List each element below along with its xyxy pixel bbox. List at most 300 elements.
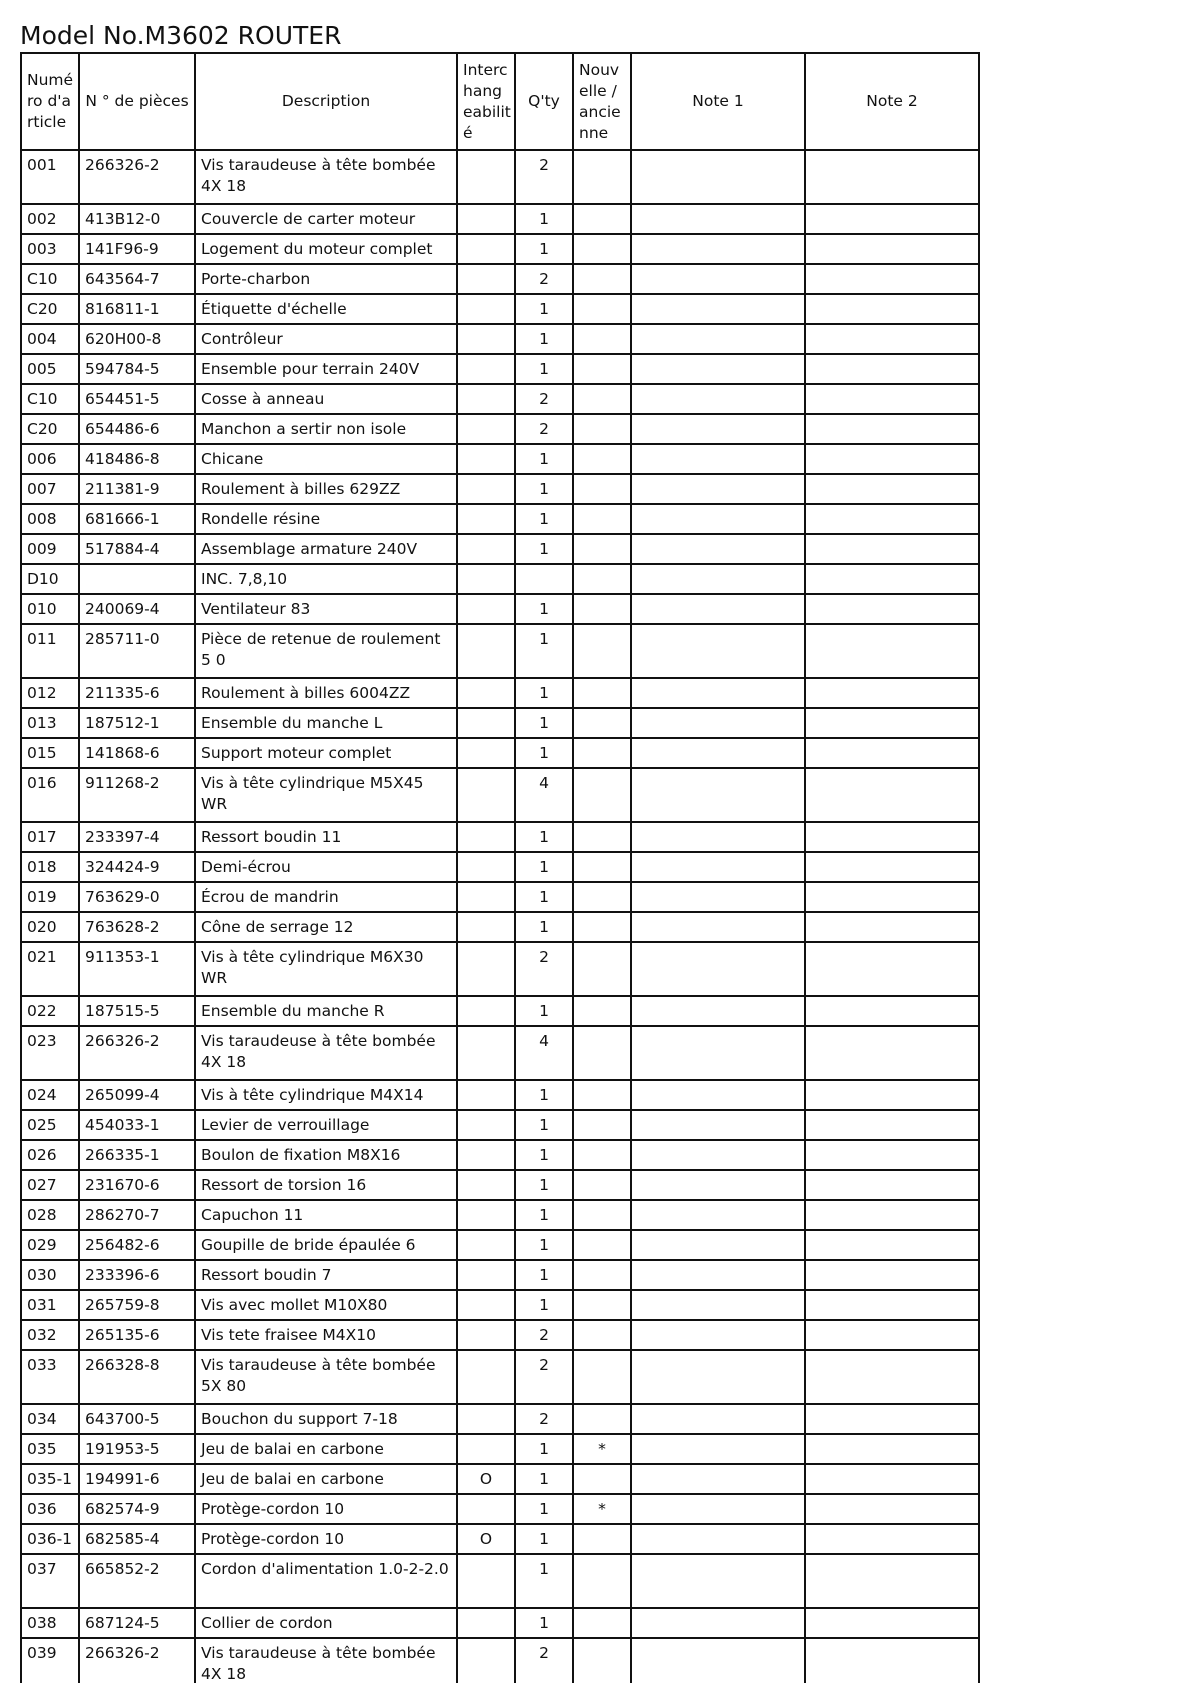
cell-new-old	[573, 852, 631, 882]
table-row	[21, 624, 979, 678]
cell-description: Ensemble pour terrain 240V	[195, 354, 457, 384]
cell-note-2	[805, 822, 979, 852]
cell-note-1	[631, 1524, 805, 1554]
cell-new-old	[573, 444, 631, 474]
header-note-1: Note 1	[631, 53, 805, 150]
table-row	[21, 1170, 979, 1200]
cell-part-number: 286270-7	[79, 1200, 195, 1230]
cell-note-2	[805, 1290, 979, 1320]
cell-interchangeability	[457, 768, 515, 822]
cell-part-number: 681666-1	[79, 504, 195, 534]
cell-item-number: 026	[21, 1140, 79, 1170]
header-note-2: Note 2	[805, 53, 979, 150]
cell-quantity: 2	[515, 1320, 573, 1350]
cell-note-2	[805, 1350, 979, 1404]
cell-interchangeability	[457, 1554, 515, 1608]
cell-interchangeability	[457, 1026, 515, 1080]
cell-note-1	[631, 474, 805, 504]
cell-new-old: *	[573, 1434, 631, 1464]
cell-quantity: 1	[515, 678, 573, 708]
cell-new-old	[573, 414, 631, 444]
cell-description: Levier de verrouillage	[195, 1110, 457, 1140]
cell-quantity: 4	[515, 768, 573, 822]
table-row	[21, 738, 979, 768]
cell-new-old	[573, 594, 631, 624]
cell-note-1	[631, 294, 805, 324]
cell-item-number: 004	[21, 324, 79, 354]
cell-quantity: 1	[515, 1110, 573, 1140]
cell-part-number: 413B12-0	[79, 204, 195, 234]
cell-part-number: 266326-2	[79, 150, 195, 204]
cell-note-1	[631, 1608, 805, 1638]
cell-quantity	[515, 564, 573, 594]
cell-note-2	[805, 1110, 979, 1140]
cell-description: Jeu de balai en carbone	[195, 1464, 457, 1494]
cell-description: Assemblage armature 240V	[195, 534, 457, 564]
cell-description: Ensemble du manche L	[195, 708, 457, 738]
cell-note-2	[805, 1638, 979, 1683]
cell-note-2	[805, 594, 979, 624]
cell-part-number: 265135-6	[79, 1320, 195, 1350]
cell-part-number: 643564-7	[79, 264, 195, 294]
cell-new-old	[573, 912, 631, 942]
cell-description: Cosse à anneau	[195, 384, 457, 414]
cell-interchangeability	[457, 1320, 515, 1350]
cell-description: Contrôleur	[195, 324, 457, 354]
table-row	[21, 1026, 979, 1080]
cell-item-number: 006	[21, 444, 79, 474]
table-row	[21, 150, 979, 204]
table-row	[21, 264, 979, 294]
cell-new-old	[573, 1290, 631, 1320]
cell-quantity: 1	[515, 1080, 573, 1110]
cell-part-number: 256482-6	[79, 1230, 195, 1260]
cell-new-old	[573, 1320, 631, 1350]
cell-new-old	[573, 678, 631, 708]
cell-interchangeability	[457, 564, 515, 594]
cell-interchangeability	[457, 912, 515, 942]
cell-item-number: 007	[21, 474, 79, 504]
cell-quantity: 1	[515, 852, 573, 882]
cell-new-old	[573, 738, 631, 768]
cell-part-number: 187515-5	[79, 996, 195, 1026]
cell-part-number: 763628-2	[79, 912, 195, 942]
header-part-number: N ° de pièces	[79, 53, 195, 150]
cell-note-1	[631, 1464, 805, 1494]
cell-description: Jeu de balai en carbone	[195, 1434, 457, 1464]
cell-quantity: 2	[515, 150, 573, 204]
cell-new-old	[573, 534, 631, 564]
cell-interchangeability	[457, 354, 515, 384]
cell-interchangeability	[457, 414, 515, 444]
table-row	[21, 1200, 979, 1230]
cell-description: Vis taraudeuse à tête bombée 4X 18	[195, 1026, 457, 1080]
cell-item-number: 025	[21, 1110, 79, 1140]
cell-note-2	[805, 996, 979, 1026]
cell-description: Roulement à billes 6004ZZ	[195, 678, 457, 708]
cell-item-number: D10	[21, 564, 79, 594]
cell-interchangeability	[457, 882, 515, 912]
cell-new-old	[573, 564, 631, 594]
cell-quantity: 1	[515, 354, 573, 384]
cell-item-number: 037	[21, 1554, 79, 1608]
cell-note-2	[805, 738, 979, 768]
cell-note-1	[631, 768, 805, 822]
cell-note-1	[631, 1434, 805, 1464]
cell-description: Demi-écrou	[195, 852, 457, 882]
cell-description: Bouchon du support 7-18	[195, 1404, 457, 1434]
cell-description: Cône de serrage 12	[195, 912, 457, 942]
cell-new-old	[573, 204, 631, 234]
cell-quantity: 1	[515, 594, 573, 624]
cell-note-2	[805, 150, 979, 204]
cell-description: Vis à tête cylindrique M6X30 WR	[195, 942, 457, 996]
cell-part-number: 266326-2	[79, 1638, 195, 1683]
cell-description: Écrou de mandrin	[195, 882, 457, 912]
cell-note-1	[631, 1290, 805, 1320]
cell-description: Vis tete fraisee M4X10	[195, 1320, 457, 1350]
cell-note-1	[631, 504, 805, 534]
cell-note-1	[631, 150, 805, 204]
cell-note-1	[631, 414, 805, 444]
cell-item-number: 028	[21, 1200, 79, 1230]
cell-note-1	[631, 678, 805, 708]
cell-note-1	[631, 1554, 805, 1608]
cell-interchangeability	[457, 1404, 515, 1434]
cell-interchangeability	[457, 1290, 515, 1320]
cell-note-2	[805, 414, 979, 444]
table-row	[21, 1320, 979, 1350]
cell-description: Porte-charbon	[195, 264, 457, 294]
cell-quantity: 2	[515, 1638, 573, 1683]
cell-part-number: 620H00-8	[79, 324, 195, 354]
cell-quantity: 1	[515, 1524, 573, 1554]
cell-note-1	[631, 738, 805, 768]
cell-new-old	[573, 324, 631, 354]
cell-new-old	[573, 822, 631, 852]
cell-part-number: 763629-0	[79, 882, 195, 912]
cell-item-number: C10	[21, 264, 79, 294]
cell-note-2	[805, 264, 979, 294]
cell-note-1	[631, 882, 805, 912]
cell-note-2	[805, 1230, 979, 1260]
cell-part-number: 665852-2	[79, 1554, 195, 1608]
cell-new-old	[573, 1110, 631, 1140]
header-interchangeability: Interc hang eabilit é	[457, 53, 515, 150]
cell-item-number: 031	[21, 1290, 79, 1320]
cell-part-number: 231670-6	[79, 1170, 195, 1200]
cell-part-number: 682574-9	[79, 1494, 195, 1524]
cell-quantity: 1	[515, 1608, 573, 1638]
cell-interchangeability	[457, 1260, 515, 1290]
cell-item-number: 002	[21, 204, 79, 234]
cell-part-number: 911268-2	[79, 768, 195, 822]
cell-note-2	[805, 234, 979, 264]
table-row	[21, 384, 979, 414]
cell-new-old	[573, 354, 631, 384]
cell-note-2	[805, 384, 979, 414]
cell-note-1	[631, 1260, 805, 1290]
cell-interchangeability	[457, 1434, 515, 1464]
cell-description: Vis taraudeuse à tête bombée 4X 18	[195, 150, 457, 204]
cell-quantity: 1	[515, 822, 573, 852]
cell-interchangeability	[457, 264, 515, 294]
cell-interchangeability	[457, 678, 515, 708]
cell-description: Vis à tête cylindrique M4X14	[195, 1080, 457, 1110]
cell-note-1	[631, 912, 805, 942]
cell-new-old	[573, 1230, 631, 1260]
cell-description: Couvercle de carter moteur	[195, 204, 457, 234]
cell-quantity: 1	[515, 1290, 573, 1320]
cell-item-number: 012	[21, 678, 79, 708]
cell-interchangeability	[457, 294, 515, 324]
cell-interchangeability: O	[457, 1464, 515, 1494]
cell-description: Goupille de bride épaulée 6	[195, 1230, 457, 1260]
cell-part-number	[79, 564, 195, 594]
cell-new-old	[573, 384, 631, 414]
cell-quantity: 2	[515, 942, 573, 996]
cell-item-number: C20	[21, 294, 79, 324]
cell-part-number: 816811-1	[79, 294, 195, 324]
cell-quantity: 1	[515, 474, 573, 504]
cell-new-old	[573, 1524, 631, 1554]
cell-quantity: 1	[515, 708, 573, 738]
table-row	[21, 1140, 979, 1170]
cell-description: Vis avec mollet M10X80	[195, 1290, 457, 1320]
cell-item-number: 019	[21, 882, 79, 912]
table-row	[21, 1638, 979, 1683]
cell-quantity: 1	[515, 504, 573, 534]
table-row	[21, 204, 979, 234]
cell-note-2	[805, 294, 979, 324]
cell-quantity: 1	[515, 324, 573, 354]
cell-note-1	[631, 996, 805, 1026]
cell-part-number: 141868-6	[79, 738, 195, 768]
cell-new-old	[573, 624, 631, 678]
cell-description: Ressort de torsion 16	[195, 1170, 457, 1200]
cell-item-number: 038	[21, 1608, 79, 1638]
cell-interchangeability	[457, 822, 515, 852]
table-row	[21, 1350, 979, 1404]
cell-new-old	[573, 1608, 631, 1638]
cell-quantity: 2	[515, 414, 573, 444]
cell-item-number: 036-1	[21, 1524, 79, 1554]
table-row	[21, 594, 979, 624]
cell-note-2	[805, 1554, 979, 1608]
cell-note-1	[631, 534, 805, 564]
cell-note-2	[805, 1200, 979, 1230]
cell-part-number: 266326-2	[79, 1026, 195, 1080]
cell-interchangeability	[457, 1494, 515, 1524]
cell-interchangeability	[457, 384, 515, 414]
table-row	[21, 1434, 979, 1464]
cell-description: Logement du moteur complet	[195, 234, 457, 264]
cell-note-1	[631, 234, 805, 264]
cell-item-number: 008	[21, 504, 79, 534]
cell-item-number: 036	[21, 1494, 79, 1524]
cell-description: Ressort boudin 11	[195, 822, 457, 852]
cell-note-2	[805, 324, 979, 354]
cell-item-number: 029	[21, 1230, 79, 1260]
table-row	[21, 1404, 979, 1434]
cell-interchangeability	[457, 1140, 515, 1170]
cell-description: Collier de cordon	[195, 1608, 457, 1638]
cell-new-old	[573, 1404, 631, 1434]
table-row	[21, 414, 979, 444]
table-header-row	[21, 53, 979, 150]
table-row	[21, 1110, 979, 1140]
cell-description: Protège-cordon 10	[195, 1494, 457, 1524]
cell-part-number: 141F96-9	[79, 234, 195, 264]
cell-interchangeability	[457, 534, 515, 564]
table-row	[21, 678, 979, 708]
cell-part-number: 418486-8	[79, 444, 195, 474]
cell-quantity: 1	[515, 1554, 573, 1608]
cell-new-old	[573, 996, 631, 1026]
cell-item-number: 032	[21, 1320, 79, 1350]
cell-note-1	[631, 852, 805, 882]
cell-note-2	[805, 534, 979, 564]
cell-part-number: 233396-6	[79, 1260, 195, 1290]
table-row	[21, 1260, 979, 1290]
cell-item-number: 018	[21, 852, 79, 882]
cell-new-old	[573, 1026, 631, 1080]
cell-note-2	[805, 204, 979, 234]
cell-quantity: 1	[515, 1140, 573, 1170]
cell-note-1	[631, 1404, 805, 1434]
cell-interchangeability	[457, 942, 515, 996]
cell-interchangeability	[457, 474, 515, 504]
cell-part-number: 643700-5	[79, 1404, 195, 1434]
cell-description: Manchon a sertir non isole	[195, 414, 457, 444]
cell-note-1	[631, 594, 805, 624]
cell-note-2	[805, 1026, 979, 1080]
cell-description: Roulement à billes 629ZZ	[195, 474, 457, 504]
cell-description: Ressort boudin 7	[195, 1260, 457, 1290]
header-item-number: Numé ro d'a rticle	[21, 53, 79, 150]
cell-quantity: 1	[515, 234, 573, 264]
table-row	[21, 324, 979, 354]
cell-new-old	[573, 882, 631, 912]
cell-quantity: 1	[515, 996, 573, 1026]
table-row	[21, 504, 979, 534]
cell-new-old	[573, 294, 631, 324]
table-row	[21, 1608, 979, 1638]
cell-note-2	[805, 1320, 979, 1350]
cell-note-2	[805, 1140, 979, 1170]
cell-item-number: 016	[21, 768, 79, 822]
cell-new-old	[573, 1464, 631, 1494]
cell-note-1	[631, 1026, 805, 1080]
cell-description: Ensemble du manche R	[195, 996, 457, 1026]
cell-note-1	[631, 822, 805, 852]
table-row	[21, 912, 979, 942]
cell-note-1	[631, 1494, 805, 1524]
cell-item-number: 011	[21, 624, 79, 678]
cell-note-1	[631, 1200, 805, 1230]
cell-quantity: 4	[515, 1026, 573, 1080]
cell-new-old	[573, 264, 631, 294]
cell-note-1	[631, 1230, 805, 1260]
table-row	[21, 534, 979, 564]
cell-item-number: 017	[21, 822, 79, 852]
cell-quantity: 2	[515, 1350, 573, 1404]
cell-new-old	[573, 768, 631, 822]
cell-interchangeability	[457, 1608, 515, 1638]
cell-item-number: 010	[21, 594, 79, 624]
cell-interchangeability	[457, 504, 515, 534]
table-row	[21, 708, 979, 738]
cell-part-number: 211381-9	[79, 474, 195, 504]
cell-part-number: 211335-6	[79, 678, 195, 708]
cell-interchangeability	[457, 594, 515, 624]
cell-note-2	[805, 708, 979, 738]
cell-note-2	[805, 504, 979, 534]
cell-interchangeability	[457, 1200, 515, 1230]
cell-interchangeability	[457, 852, 515, 882]
cell-description: Support moteur complet	[195, 738, 457, 768]
cell-part-number: 594784-5	[79, 354, 195, 384]
cell-note-2	[805, 768, 979, 822]
cell-note-1	[631, 324, 805, 354]
cell-part-number: 654486-6	[79, 414, 195, 444]
cell-note-2	[805, 444, 979, 474]
cell-note-1	[631, 1140, 805, 1170]
cell-quantity: 1	[515, 1494, 573, 1524]
table-row	[21, 882, 979, 912]
table-row	[21, 564, 979, 594]
cell-interchangeability	[457, 708, 515, 738]
cell-part-number: 265099-4	[79, 1080, 195, 1110]
cell-quantity: 1	[515, 882, 573, 912]
cell-interchangeability	[457, 150, 515, 204]
cell-new-old	[573, 1080, 631, 1110]
cell-interchangeability	[457, 1230, 515, 1260]
cell-note-2	[805, 354, 979, 384]
cell-new-old	[573, 504, 631, 534]
parts-table	[20, 52, 980, 1683]
cell-interchangeability	[457, 324, 515, 354]
cell-item-number: 022	[21, 996, 79, 1026]
cell-part-number: 687124-5	[79, 1608, 195, 1638]
cell-interchangeability	[457, 624, 515, 678]
cell-note-1	[631, 264, 805, 294]
cell-description: Étiquette d'échelle	[195, 294, 457, 324]
cell-interchangeability	[457, 1110, 515, 1140]
cell-note-2	[805, 564, 979, 594]
cell-part-number: 324424-9	[79, 852, 195, 882]
header-quantity: Q'ty	[515, 53, 573, 150]
cell-part-number: 285711-0	[79, 624, 195, 678]
cell-description: INC. 7,8,10	[195, 564, 457, 594]
cell-item-number: 021	[21, 942, 79, 996]
cell-item-number: 020	[21, 912, 79, 942]
cell-note-1	[631, 444, 805, 474]
cell-item-number: 034	[21, 1404, 79, 1434]
cell-item-number: 001	[21, 150, 79, 204]
page-title: Model No.M3602 ROUTER	[20, 21, 342, 50]
cell-note-1	[631, 1170, 805, 1200]
cell-interchangeability	[457, 738, 515, 768]
cell-note-2	[805, 1260, 979, 1290]
cell-note-2	[805, 1404, 979, 1434]
cell-note-2	[805, 678, 979, 708]
cell-item-number: 027	[21, 1170, 79, 1200]
cell-interchangeability	[457, 1350, 515, 1404]
cell-new-old	[573, 474, 631, 504]
cell-description: Vis à tête cylindrique M5X45 WR	[195, 768, 457, 822]
cell-quantity: 1	[515, 294, 573, 324]
